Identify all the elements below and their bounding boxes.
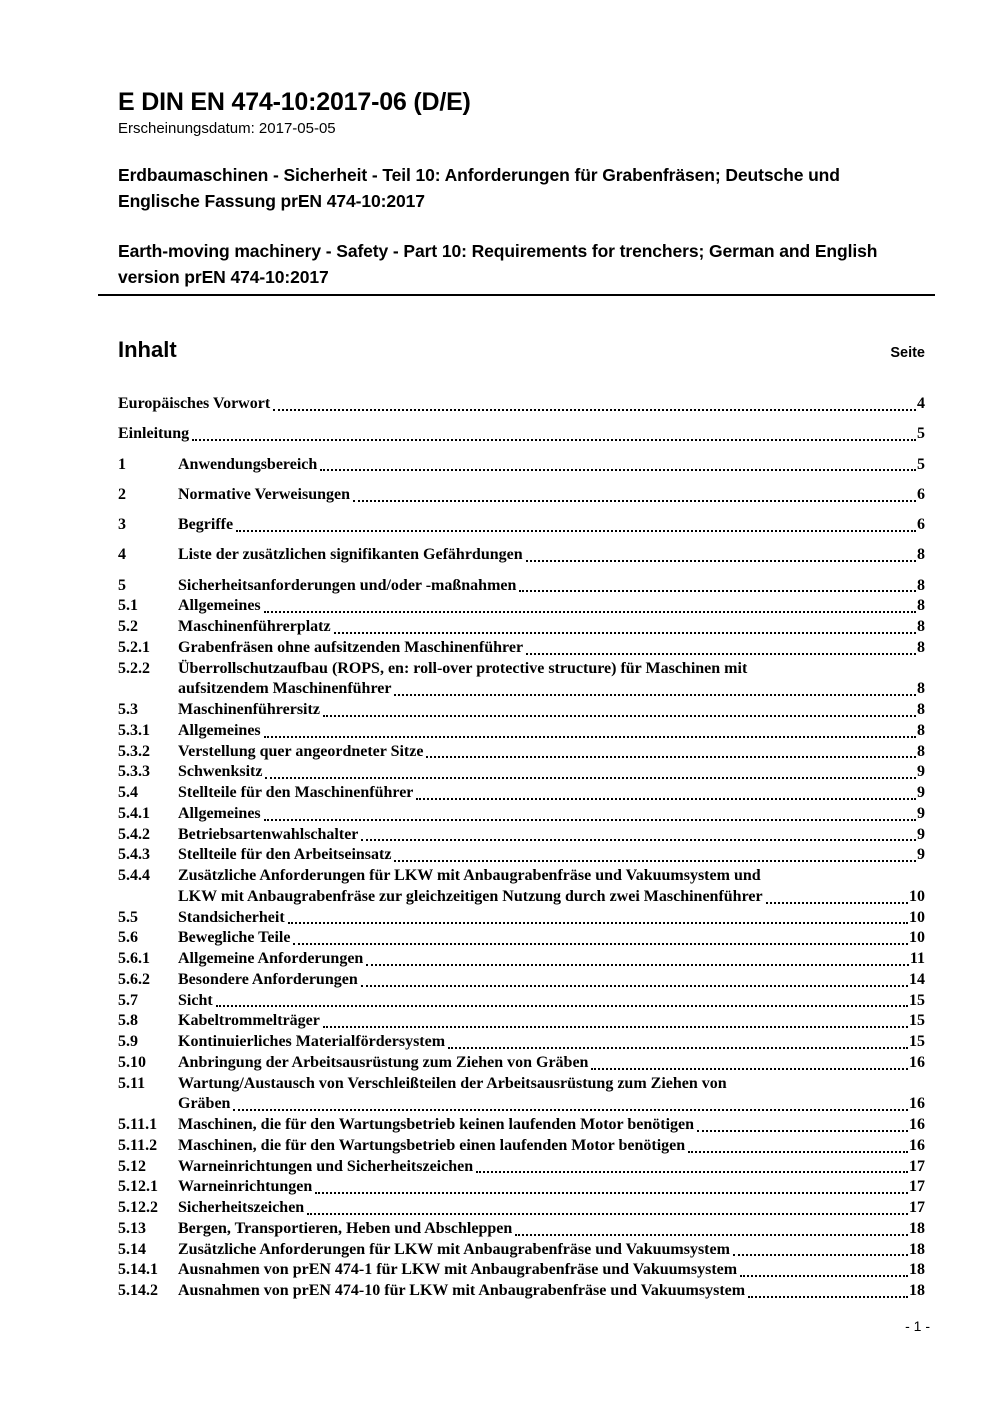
toc-entry-line (118, 576, 925, 597)
toc-entry-number: 5.5 (118, 908, 138, 926)
toc-leader-dots (288, 922, 908, 924)
toc-leader-dots (697, 1130, 908, 1132)
toc-entry (118, 545, 925, 566)
document-header (118, 88, 925, 296)
toc-entry (118, 617, 925, 638)
toc-entry-title: Zusätzliche Anforderungen für LKW mit Anbaugrabenfräse und Vakuumsystem und (178, 867, 761, 884)
toc-leader-dots (394, 860, 916, 862)
toc-entry-page-number: 15 (909, 991, 925, 1009)
toc-entry-page-number: 8 (917, 546, 925, 564)
toc-entry-line (118, 1240, 925, 1261)
toc-entry-title: Kontinuierliches Materialfördersystem (178, 1033, 446, 1050)
toc-entry-line (118, 825, 925, 846)
toc-entry-number: 5.2 (118, 618, 138, 635)
toc-leader-dots (264, 736, 916, 738)
toc-entry (118, 1011, 925, 1032)
toc-entry-line (118, 394, 925, 415)
toc-entry-title: Besondere Anforderungen (178, 970, 358, 988)
toc-entry (118, 742, 925, 763)
toc-entry (118, 1219, 925, 1240)
toc-entry-page-number: 18 (909, 1240, 925, 1258)
toc-entry-number: 5.10 (118, 1053, 146, 1071)
toc-entry-page-number: 10 (909, 887, 925, 905)
toc-leader-dots (740, 1275, 908, 1277)
toc-entry-number: 5.4.1 (118, 804, 150, 822)
toc-entry-page-number: 9 (917, 763, 925, 781)
toc-entry-title: Warneinrichtungen und Sicherheitszeichen (178, 1157, 474, 1175)
toc-entry-page-number: 17 (909, 1199, 925, 1216)
toc-entry-line (118, 804, 925, 825)
toc-leader-dots (307, 1213, 908, 1215)
toc-leader-dots (293, 943, 908, 945)
document-title-english: Earth-moving machinery - Safety - Part 10: Requirements for trenchers; German and English version prEN 474-10:2017 (118, 241, 878, 287)
toc-entry (118, 1198, 925, 1219)
toc-leader-dots (526, 653, 916, 655)
toc-entry-number: 5.4.3 (118, 846, 150, 864)
toc-entry-line (118, 545, 925, 566)
toc-entry-line (118, 1032, 925, 1053)
toc-entry-title: Warneinrichtungen (178, 1178, 313, 1196)
toc-entry-number: 5.6 (118, 929, 138, 947)
toc-entry-page-number: 17 (909, 1157, 925, 1175)
toc-entry-number: 5.14.2 (118, 1282, 158, 1299)
toc-entry-title: Maschinenführersitz (178, 701, 320, 718)
toc-entry-number: 5.11 (118, 1074, 146, 1092)
toc-entry (118, 762, 925, 783)
toc-entry-line (118, 845, 925, 866)
toc-entry-page-number: 6 (917, 516, 925, 533)
toc-entry-title: Grabenfräsen ohne aufsitzenden Maschinenführer (178, 638, 524, 656)
toc-entry-title-continued: LKW mit Anbaugrabenfräse zur gleichzeitigen Nutzung durch zwei Maschinenführer (178, 887, 763, 905)
toc-entry-number: 5.12 (118, 1157, 146, 1175)
toc-entry (118, 1136, 925, 1157)
toc-entry-number: 5.3.1 (118, 721, 150, 739)
toc-leader-dots (216, 1005, 908, 1007)
toc-entry-title-continued: Gräben (178, 1095, 231, 1113)
toc-entry-line (118, 1260, 925, 1281)
toc-entry-title: Zusätzliche Anforderungen für LKW mit Anbaugrabenfräse und Vakuumsystem (178, 1240, 730, 1258)
toc-leader-dots (526, 560, 916, 562)
toc-entry (118, 1240, 925, 1261)
toc-entry-number: 5.11.1 (118, 1116, 158, 1133)
toc-entry-line (118, 742, 925, 763)
toc-entry (118, 700, 925, 721)
toc-entry-number: 5.12.2 (118, 1199, 158, 1216)
toc-leader-dots (264, 819, 916, 821)
toc-leader-dots (426, 756, 916, 758)
toc-page-column-label: Seite (890, 345, 925, 361)
toc-entry (118, 659, 925, 701)
toc-entry-title: Überrollschutzaufbau (ROPS, en: roll-over protective structure) für Maschinen mit (178, 659, 748, 677)
toc-entry-page-number: 8 (917, 701, 925, 718)
toc-entry-line (118, 949, 925, 970)
toc-entry (118, 1053, 925, 1074)
toc-entry (118, 424, 925, 445)
toc-list (118, 394, 925, 1302)
toc-entry-title: Allgemeines (178, 804, 261, 822)
page-number-footer: - 1 - (905, 1318, 930, 1334)
toc-entry-title: Sicherheitsanforderungen und/oder -maßnahmen (178, 576, 517, 594)
toc-leader-dots (519, 590, 916, 592)
toc-entry-page-number: 16 (909, 1095, 925, 1113)
toc-entry-line (118, 908, 925, 929)
toc-entry-page-number: 18 (909, 1219, 925, 1237)
toc-entry-number: 5.2.1 (118, 638, 150, 656)
toc-entry (118, 1115, 925, 1136)
toc-entry-title: Betriebsartenwahlschalter (178, 825, 359, 843)
toc-entry (118, 1032, 925, 1053)
toc-entry-number: 5 (118, 576, 126, 594)
toc-entry-title: Ausnahmen von prEN 474-1 für LKW mit Anbaugrabenfräse und Vakuumsystem (178, 1261, 738, 1279)
toc-entry-number: 5.4.2 (118, 825, 150, 843)
toc-entry-title: Begriffe (178, 516, 234, 533)
toc-entry-line (118, 424, 925, 445)
toc-entry-title: Standsicherheit (178, 908, 285, 926)
toc-entry-title: Liste der zusätzlichen signifikanten Gefährdungen (178, 546, 523, 564)
toc-entry (118, 783, 925, 804)
toc-entry-number: 5.4 (118, 784, 138, 801)
toc-entry-line (118, 762, 925, 783)
toc-entry-line (118, 866, 925, 887)
toc-entry-title-continued: aufsitzendem Maschinenführer (178, 680, 392, 698)
toc-entry-line (118, 1011, 925, 1032)
toc-entry-number: 5.12.1 (118, 1178, 158, 1196)
toc-entry-number: 2 (118, 485, 126, 503)
toc-entry-page-number: 9 (917, 825, 925, 843)
toc-leader-dots (192, 439, 916, 441)
toc-entry-number: 5.13 (118, 1219, 146, 1237)
toc-entry-page-number: 8 (917, 742, 925, 760)
toc-leader-dots (361, 839, 916, 841)
toc-entry-page-number: 14 (909, 970, 925, 988)
toc-entry-line (118, 1074, 925, 1095)
toc-leader-dots (476, 1171, 908, 1173)
toc-entry-number: 5.7 (118, 991, 138, 1009)
toc-entry-title: Maschinen, die für den Wartungsbetrieb einen laufenden Motor benötigen (178, 1136, 686, 1154)
toc-entry-title: Anbringung der Arbeitsausrüstung zum Ziehen von Gräben (178, 1053, 589, 1071)
toc-entry-line-continued (118, 1094, 925, 1115)
document-number: E DIN EN 474-10:2017-06 (D/E) (118, 88, 471, 116)
toc-entry (118, 908, 925, 929)
toc-entry-number: 5.4.4 (118, 867, 150, 884)
toc-entry-number: 5.3.2 (118, 742, 150, 760)
toc-entry-page-number: 8 (917, 576, 925, 594)
toc-entry-title: Einleitung (118, 425, 190, 443)
toc-entry-line (118, 970, 925, 991)
toc-leader-dots (591, 1068, 908, 1070)
toc-entry-number: 5.14 (118, 1240, 146, 1258)
toc-entry-line (118, 700, 925, 721)
toc-entry-page-number: 10 (909, 929, 925, 947)
toc-entry-line (118, 485, 925, 506)
toc-leader-dots (315, 1192, 908, 1194)
toc-entry-line (118, 1115, 925, 1136)
toc-entry (118, 825, 925, 846)
toc-entry-page-number: 6 (917, 485, 925, 503)
toc-heading: Inhalt (118, 337, 177, 362)
toc-leader-dots (323, 1026, 908, 1028)
toc-entry-line (118, 721, 925, 742)
toc-leader-dots (766, 902, 908, 904)
toc-entry-number: 5.6.2 (118, 970, 150, 988)
toc-entry (118, 721, 925, 742)
toc-entry-page-number: 16 (909, 1136, 925, 1154)
toc-entry-line (118, 1198, 925, 1219)
toc-leader-dots (320, 469, 916, 471)
toc-entry-page-number: 17 (909, 1178, 925, 1196)
toc-entry-line (118, 596, 925, 617)
toc-entry-title: Allgemeines (178, 721, 261, 739)
page-content (118, 88, 925, 1302)
toc-entry-title: Allgemeine Anforderungen (178, 950, 364, 967)
toc-entry-number: 5.2.2 (118, 659, 150, 677)
toc-entry-line (118, 1053, 925, 1074)
toc-leader-dots (448, 1047, 908, 1049)
toc-leader-dots (366, 964, 909, 966)
toc-entry (118, 596, 925, 617)
toc-entry-title: Anwendungsbereich (178, 455, 318, 473)
toc-leader-dots (416, 798, 916, 800)
toc-entry (118, 455, 925, 476)
toc-entry-page-number: 11 (909, 950, 925, 967)
toc-entry-number: 5.3.3 (118, 763, 150, 781)
toc-leader-dots (273, 409, 916, 411)
toc-entry-title: Verstellung quer angeordneter Sitze (178, 742, 424, 760)
toc-leader-dots (688, 1151, 908, 1153)
toc-entry (118, 928, 925, 949)
toc-entry-line (118, 659, 925, 680)
toc-leader-dots (323, 715, 916, 717)
toc-entry-line (118, 1281, 925, 1302)
toc-leader-dots (515, 1234, 908, 1236)
toc-entry (118, 1074, 925, 1116)
toc-entry-title: Sicherheitszeichen (178, 1199, 305, 1216)
toc-entry-page-number: 9 (917, 804, 925, 822)
toc-entry-line (118, 515, 925, 536)
toc-entry-page-number: 9 (917, 784, 925, 801)
toc-entry (118, 1157, 925, 1178)
toc-leader-dots (265, 777, 916, 779)
toc-leader-dots (264, 611, 916, 613)
toc-entry-page-number: 15 (909, 1012, 925, 1030)
toc-entry-page-number: 9 (917, 846, 925, 864)
toc-entry-title: Stellteile für den Arbeitseinsatz (178, 846, 392, 864)
toc-entry-line (118, 617, 925, 638)
header-divider-rule (98, 294, 935, 296)
toc-entry-title: Maschinen, die für den Wartungsbetrieb keinen laufenden Motor benötigen (178, 1116, 695, 1133)
toc-leader-dots (394, 694, 916, 696)
toc-entry-page-number: 16 (909, 1116, 925, 1133)
toc-entry-page-number: 16 (909, 1053, 925, 1071)
toc-entry (118, 949, 925, 970)
toc-leader-dots (353, 500, 916, 502)
toc-entry-title: Kabeltrommelträger (178, 1012, 320, 1030)
document-title-german: Erdbaumaschinen - Sicherheit - Teil 10: Anforderungen für Grabenfräsen; Deutsche und Englische Fassung prEN 474-10:2017 (118, 165, 840, 211)
toc-entry-number: 3 (118, 516, 126, 533)
toc-entry-page-number: 5 (917, 455, 925, 473)
toc-entry-number: 5.6.1 (118, 950, 150, 967)
toc-entry (118, 576, 925, 597)
toc-entry-number: 5.11.2 (118, 1136, 158, 1154)
toc-entry-page-number: 8 (917, 721, 925, 739)
toc-entry-page-number: 5 (917, 425, 925, 443)
toc-entry (118, 515, 925, 536)
toc-leader-dots (233, 1109, 908, 1111)
toc-entry-title: Bergen, Transportieren, Heben und Abschleppen (178, 1219, 513, 1237)
toc-entry (118, 804, 925, 825)
toc-entry-title: Maschinenführerplatz (178, 618, 331, 635)
toc-entry-page-number: 8 (917, 618, 925, 635)
toc-entry (118, 394, 925, 415)
toc-entry-line (118, 1177, 925, 1198)
toc-entry (118, 1177, 925, 1198)
toc-entry-title: Ausnahmen von prEN 474-10 für LKW mit Anbaugrabenfräse und Vakuumsystem (178, 1282, 746, 1299)
toc-entry-line (118, 1219, 925, 1240)
toc-entry (118, 638, 925, 659)
toc-entry-page-number: 8 (917, 597, 925, 615)
toc-leader-dots (334, 632, 916, 634)
toc-leader-dots (236, 530, 916, 532)
toc-entry-page-number: 10 (909, 908, 925, 926)
toc-leader-dots (733, 1254, 908, 1256)
publication-date: Erscheinungsdatum: 2017-05-05 (118, 120, 336, 137)
toc-entry (118, 1260, 925, 1281)
toc-entry (118, 1281, 925, 1302)
toc-entry-line (118, 783, 925, 804)
toc-entry-title: Schwenksitz (178, 763, 263, 781)
toc-entry-line (118, 1136, 925, 1157)
toc-entry-number: 5.9 (118, 1033, 138, 1050)
toc-entry-number: 5.8 (118, 1012, 138, 1030)
toc-leader-dots (361, 985, 908, 987)
toc-entry-page-number: 8 (917, 638, 925, 656)
toc-entry (118, 866, 925, 908)
toc-header-row (118, 337, 925, 363)
toc-entry-page-number: 15 (909, 1033, 925, 1050)
toc-entry-title: Normative Verweisungen (178, 485, 350, 503)
toc-entry-number: 4 (118, 546, 126, 564)
toc-entry-line (118, 638, 925, 659)
toc-entry-number: 1 (118, 455, 126, 473)
toc-entry-page-number: 18 (909, 1282, 925, 1299)
toc-entry (118, 991, 925, 1012)
toc-entry-line-continued (118, 887, 925, 908)
toc-entry-page-number: 8 (917, 680, 925, 698)
toc-entry-line-continued (118, 679, 925, 700)
toc-entry-title: Stellteile für den Maschinenführer (178, 784, 414, 801)
toc-entry-number: 5.14.1 (118, 1261, 158, 1279)
toc-entry-line (118, 455, 925, 476)
toc-entry-line (118, 1157, 925, 1178)
toc-leader-dots (748, 1296, 908, 1298)
toc-entry-title: Allgemeines (178, 597, 261, 615)
toc-entry-title: Bewegliche Teile (178, 929, 291, 947)
toc-entry-line (118, 991, 925, 1012)
toc-entry (118, 485, 925, 506)
toc-entry-title: Europäisches Vorwort (118, 395, 271, 412)
toc-entry (118, 970, 925, 991)
toc-entry-page-number: 4 (917, 395, 925, 412)
toc-entry-line (118, 928, 925, 949)
toc-entry-title: Sicht (178, 991, 213, 1009)
toc-entry-page-number: 18 (909, 1261, 925, 1279)
toc-entry-number: 5.1 (118, 597, 138, 615)
toc-entry (118, 845, 925, 866)
toc-entry-title: Wartung/Austausch von Verschleißteilen der Arbeitsausrüstung zum Ziehen von (178, 1074, 727, 1092)
toc-entry-number: 5.3 (118, 701, 138, 718)
